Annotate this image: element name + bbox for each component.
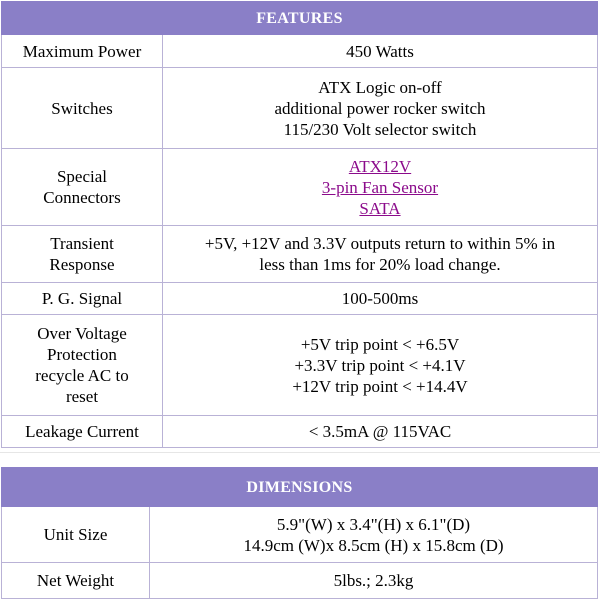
table-row [2,315,598,416]
value-line: additional power rocker switch [274,98,486,118]
row-label [2,315,163,416]
row-label [2,149,163,226]
label-line: Protection [47,345,117,364]
row-label: Net Weight [2,563,150,599]
row-value [163,149,598,226]
value-line: 100-500ms [341,289,419,308]
value-line: +5V trip point < +6.5V [300,334,460,354]
value-line: 115/230 Volt selector switch [283,119,477,139]
row-value [163,35,598,68]
label-line: recycle AC to [35,366,129,385]
value-line: 5lbs.; 2.3kg [333,571,414,590]
features-table [1,1,598,448]
value-line: less than 1ms for 20% load change. [259,255,501,274]
row-value [163,416,598,448]
value-line: ATX Logic on-off [318,77,442,97]
value-line: +3.3V trip point < +4.1V [294,355,466,375]
atx12v-link[interactable]: ATX12V [348,156,412,176]
row-label: Leakage Current [2,416,163,448]
table-row [2,283,598,315]
dimensions-table [1,467,598,599]
label-line: Response [49,255,115,274]
table-row [2,35,598,68]
value-line: 5.9"(W) x 3.4"(H) x 6.1"(D) [276,514,471,534]
table-row [2,563,598,599]
value-line: 14.9cm (W)x 8.5cm (H) x 15.8cm (D) [243,535,504,555]
row-label: Switches [2,68,163,149]
sata-link[interactable]: SATA [359,198,401,218]
table-row [2,416,598,448]
value-line: < 3.5mA @ 115VAC [308,422,452,441]
label-line: Special [56,167,108,186]
label-line: Transient [50,234,114,253]
row-value [163,68,598,149]
table-row [2,68,598,149]
value-line: +12V trip point < +14.4V [292,376,468,396]
dimensions-header: DIMENSIONS [2,468,598,507]
row-label [2,226,163,283]
table-row [2,226,598,283]
row-value [163,226,598,283]
label-line: reset [65,387,99,406]
row-label: Unit Size [2,507,150,563]
row-value [150,563,598,599]
section-divider [0,452,600,453]
value-line: +5V, +12V and 3.3V outputs return to within 5% in [204,234,556,253]
table-row [2,149,598,226]
label-line: Connectors [43,188,121,207]
value-line: 450 Watts [346,41,414,61]
row-value [163,315,598,416]
features-header: FEATURES [2,2,598,35]
fan-sensor-link[interactable]: 3-pin Fan Sensor [321,177,439,197]
label-line: Over Voltage [37,324,127,343]
row-label: Maximum Power [2,35,163,68]
table-row [2,507,598,563]
row-label: P. G. Signal [2,283,163,315]
row-value [150,507,598,563]
row-value [163,283,598,315]
